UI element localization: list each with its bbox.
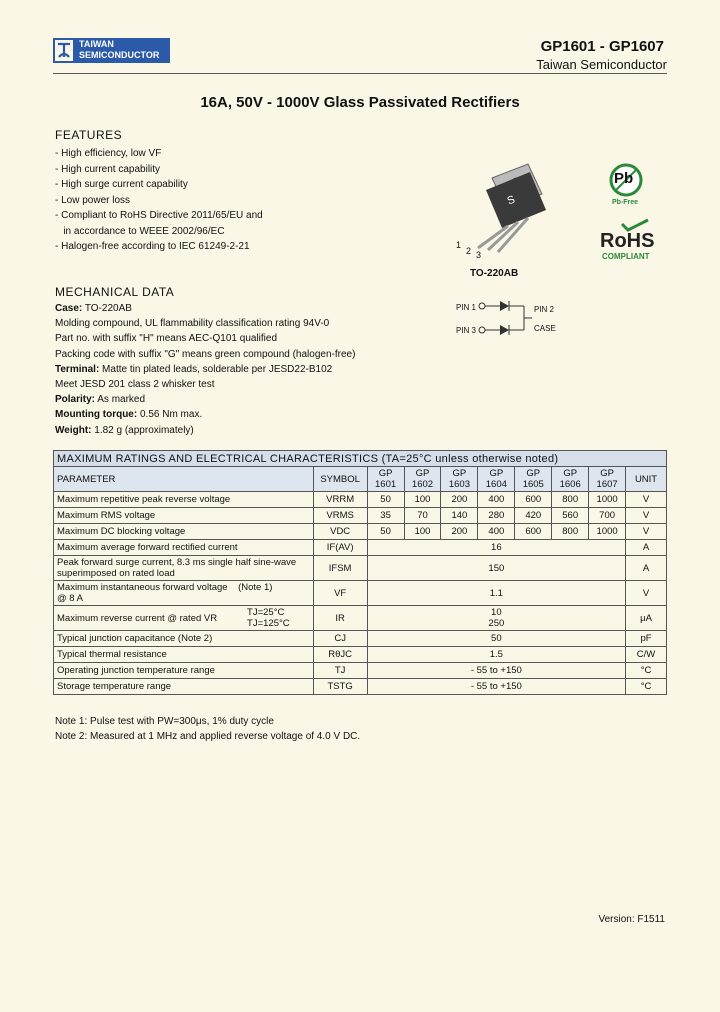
col-unit: UNIT bbox=[626, 467, 667, 492]
cond-25c: TJ=25°C bbox=[247, 607, 285, 618]
param-cell: Maximum average forward rectified current bbox=[54, 540, 314, 556]
symbol-cell: TJ bbox=[313, 663, 367, 679]
pin-number-1: 1 bbox=[456, 240, 462, 250]
mech-torque-label: Mounting torque: bbox=[55, 409, 138, 421]
features-heading: FEATURES bbox=[55, 128, 123, 142]
version-label: Version: F1511 bbox=[598, 914, 665, 925]
table-title bbox=[54, 451, 667, 467]
symbol-cell: VDC bbox=[313, 524, 367, 540]
col-part bbox=[441, 467, 478, 492]
svg-text:S: S bbox=[505, 193, 517, 208]
param-cell: Maximum repetitive peak reverse voltage bbox=[54, 492, 314, 508]
value-cell: 280 bbox=[478, 508, 515, 524]
value-25c: 10 bbox=[491, 607, 502, 618]
table-row bbox=[54, 679, 667, 695]
part-prefix: GP bbox=[452, 468, 467, 479]
col-part bbox=[589, 467, 626, 492]
mech-torque-value: 0.56 Nm max. bbox=[137, 409, 203, 421]
mech-molding: Molding compound, UL flammability classification rating 94V-0 bbox=[55, 318, 330, 330]
value-cell: 150 bbox=[367, 556, 625, 581]
pb-free-text: Pb-Free bbox=[612, 199, 639, 206]
mech-polarity bbox=[55, 392, 355, 407]
value-cell: 200 bbox=[441, 524, 478, 540]
col-part bbox=[367, 467, 404, 492]
header-divider bbox=[53, 73, 667, 74]
value-cell: - 55 to +150 bbox=[367, 663, 625, 679]
part-number-cell: 1605 bbox=[522, 479, 544, 490]
table-row bbox=[54, 647, 667, 663]
unit-cell: A bbox=[626, 556, 667, 581]
col-part bbox=[404, 467, 441, 492]
param-cell: Maximum RMS voltage bbox=[54, 508, 314, 524]
note-1: Note 1: Pulse test with PW=300μs, 1% duty cycle bbox=[55, 716, 274, 727]
logo-line2: SEMICONDUCTOR bbox=[79, 50, 160, 60]
to220-package-image bbox=[450, 150, 560, 260]
value-cell: 600 bbox=[515, 492, 552, 508]
value-cell: 400 bbox=[478, 524, 515, 540]
company-logo bbox=[53, 38, 170, 63]
table-row bbox=[54, 631, 667, 647]
table-title-cond: (TA=25°C unless otherwise noted) bbox=[381, 452, 559, 465]
param-cell: Storage temperature range bbox=[54, 679, 314, 695]
pin2-label: PIN 2 bbox=[534, 305, 555, 314]
mech-torque bbox=[55, 407, 355, 422]
mech-case-value: TO-220AB bbox=[82, 303, 132, 314]
param-line1: Maximum instantaneous forward voltage (Note 1) bbox=[57, 582, 273, 593]
table-row bbox=[54, 492, 667, 508]
value-cell: 100 bbox=[404, 524, 441, 540]
table-row bbox=[54, 581, 667, 606]
part-number-cell: 1603 bbox=[448, 479, 470, 490]
cond-125c: TJ=125°C bbox=[247, 618, 290, 629]
col-part bbox=[478, 467, 515, 492]
symbol-cell: IF(AV) bbox=[313, 540, 367, 556]
value-cell: 420 bbox=[515, 508, 552, 524]
value-cell: 50 bbox=[367, 492, 404, 508]
value-cell bbox=[367, 606, 625, 631]
table-row bbox=[54, 524, 667, 540]
value-cell: 1000 bbox=[589, 524, 626, 540]
mech-weight bbox=[55, 423, 355, 438]
pin-number-2: 2 bbox=[466, 246, 472, 256]
param-cell bbox=[54, 606, 314, 631]
pin-number-3: 3 bbox=[476, 250, 482, 260]
value-cell: - 55 to +150 bbox=[367, 679, 625, 695]
logo-line1: TAIWAN bbox=[79, 39, 114, 49]
symbol-cell: VRRM bbox=[313, 492, 367, 508]
rohs-compliant: COMPLIANT bbox=[602, 252, 650, 261]
table-row bbox=[54, 540, 667, 556]
rohs-label: RoHS bbox=[600, 230, 655, 252]
feature-item: - Low power loss bbox=[55, 194, 131, 206]
part-prefix: GP bbox=[489, 468, 504, 479]
symbol-cell: IFSM bbox=[313, 556, 367, 581]
symbol-cell: RθJC bbox=[313, 647, 367, 663]
param-cell: Operating junction temperature range bbox=[54, 663, 314, 679]
mechanical-list bbox=[55, 301, 355, 438]
mech-weight-value: 1.82 g (approximately) bbox=[91, 424, 194, 436]
value-cell: 600 bbox=[515, 524, 552, 540]
part-number: GP1601 - GP1607 bbox=[540, 38, 664, 55]
part-number-cell: 1604 bbox=[485, 479, 507, 490]
feature-item: - Halogen-free according to IEC 61249-2-21 bbox=[55, 241, 250, 252]
param-line2: @ 8 A bbox=[57, 593, 84, 604]
diode-schematic-icon bbox=[478, 300, 534, 336]
table-header-row bbox=[54, 467, 667, 492]
unit-cell: V bbox=[626, 524, 667, 540]
value-cell: 50 bbox=[367, 524, 404, 540]
value-cell: 35 bbox=[367, 508, 404, 524]
col-parameter: PARAMETER bbox=[54, 467, 314, 492]
col-symbol: SYMBOL bbox=[313, 467, 367, 492]
value-cell: 100 bbox=[404, 492, 441, 508]
value-cell: 800 bbox=[552, 492, 589, 508]
part-prefix: GP bbox=[600, 468, 614, 479]
param-cell: Typical thermal resistance bbox=[54, 647, 314, 663]
logo-text bbox=[75, 38, 170, 63]
part-number-cell: 1607 bbox=[596, 479, 618, 490]
mech-polarity-label: Polarity: bbox=[55, 394, 96, 406]
feature-item: - Compliant to RoHS Directive 2011/65/EU and bbox=[55, 210, 263, 221]
mech-case bbox=[55, 301, 355, 316]
value-cell: 800 bbox=[552, 524, 589, 540]
unit-cell: °C bbox=[626, 679, 667, 695]
ts-logo-icon bbox=[53, 38, 75, 63]
value-cell: 1.1 bbox=[367, 581, 625, 606]
table-row bbox=[54, 606, 667, 631]
param-line1: Peak forward surge current, 8.3 ms single half sine-wave bbox=[57, 557, 297, 568]
value-cell: 700 bbox=[589, 508, 626, 524]
ratings-table bbox=[53, 450, 667, 695]
features-list bbox=[55, 146, 263, 255]
value-cell: 560 bbox=[552, 508, 589, 524]
mech-weight-label: Weight: bbox=[55, 424, 92, 436]
feature-item: - High surge current capability bbox=[55, 179, 188, 190]
symbol-cell: VF bbox=[313, 581, 367, 606]
value-cell: 70 bbox=[404, 508, 441, 524]
param-line2: superimposed on rated load bbox=[57, 568, 175, 579]
mech-jesd: Meet JESD 201 class 2 whisker test bbox=[55, 379, 215, 391]
value-125c: 250 bbox=[488, 618, 505, 629]
company-name: Taiwan Semiconductor bbox=[536, 57, 667, 72]
col-part bbox=[515, 467, 552, 492]
table-row bbox=[54, 663, 667, 679]
unit-cell: A bbox=[626, 540, 667, 556]
unit-cell: μA bbox=[626, 606, 667, 631]
feature-item: - High efficiency, low VF bbox=[55, 148, 162, 159]
table-row bbox=[54, 508, 667, 524]
param-cell: Typical junction capacitance (Note 2) bbox=[54, 631, 314, 647]
part-number-cell: 1601 bbox=[375, 479, 397, 490]
table-title-row bbox=[54, 451, 667, 467]
value-cell: 400 bbox=[478, 492, 515, 508]
value-cell: 16 bbox=[367, 540, 625, 556]
part-number-cell: 1606 bbox=[559, 479, 581, 490]
table-title-main: MAXIMUM RATINGS AND ELECTRICAL CHARACTERISTICS bbox=[57, 452, 379, 465]
mech-case-label: Case: bbox=[55, 303, 83, 314]
unit-cell: V bbox=[626, 492, 667, 508]
value-cell: 1000 bbox=[589, 492, 626, 508]
package-name: TO-220AB bbox=[470, 268, 519, 279]
param-cell: Maximum DC blocking voltage bbox=[54, 524, 314, 540]
unit-cell: C/W bbox=[626, 647, 667, 663]
part-prefix: GP bbox=[563, 468, 578, 479]
value-cell: 140 bbox=[441, 508, 478, 524]
pin1-label: PIN 1 bbox=[456, 303, 477, 312]
value-cell: 1.5 bbox=[367, 647, 625, 663]
feature-item: - High current capability bbox=[55, 163, 161, 175]
mechanical-heading: MECHANICAL DATA bbox=[55, 285, 175, 299]
mech-terminal-label: Terminal: bbox=[55, 363, 100, 375]
pb-free-badge bbox=[605, 162, 647, 206]
feature-item: in accordance to WEEE 2002/96/EC bbox=[55, 225, 225, 237]
part-number-cell: 1602 bbox=[411, 479, 434, 490]
mech-terminal-value: Matte tin plated leads, solderable per JESD22-B102 bbox=[99, 363, 333, 375]
value-cell: 50 bbox=[367, 631, 625, 647]
unit-cell: pF bbox=[626, 631, 667, 647]
pin3-label: PIN 3 bbox=[456, 326, 477, 335]
col-part bbox=[552, 467, 589, 492]
part-prefix: GP bbox=[415, 468, 430, 479]
param-cell bbox=[54, 556, 314, 581]
unit-cell: V bbox=[626, 508, 667, 524]
table-row bbox=[54, 556, 667, 581]
part-prefix: GP bbox=[526, 468, 541, 479]
mech-polarity-value: As marked bbox=[95, 394, 146, 406]
part-prefix: GP bbox=[378, 468, 393, 479]
note-2: Note 2: Measured at 1 MHz and applied reverse voltage of 4.0 V DC. bbox=[55, 731, 361, 742]
mech-part-no: Part no. with suffix "H" means AEC-Q101 qualified bbox=[55, 333, 278, 345]
symbol-cell: VRMS bbox=[313, 508, 367, 524]
mech-packing: Packing code with suffix "G" means green compound (halogen-free) bbox=[55, 348, 356, 360]
pb-label: Pb bbox=[614, 170, 634, 187]
symbol-cell: TSTG bbox=[313, 679, 367, 695]
param-text: Maximum reverse current @ rated VR bbox=[57, 612, 218, 624]
mech-terminal bbox=[55, 362, 355, 377]
value-cell: 200 bbox=[441, 492, 478, 508]
unit-cell: V bbox=[626, 581, 667, 606]
case-label: CASE bbox=[534, 324, 556, 333]
param-cell bbox=[54, 581, 314, 606]
unit-cell: °C bbox=[626, 663, 667, 679]
symbol-cell: IR bbox=[313, 606, 367, 631]
page-title: 16A, 50V - 1000V Glass Passivated Rectifiers bbox=[200, 94, 520, 111]
symbol-cell: CJ bbox=[313, 631, 367, 647]
